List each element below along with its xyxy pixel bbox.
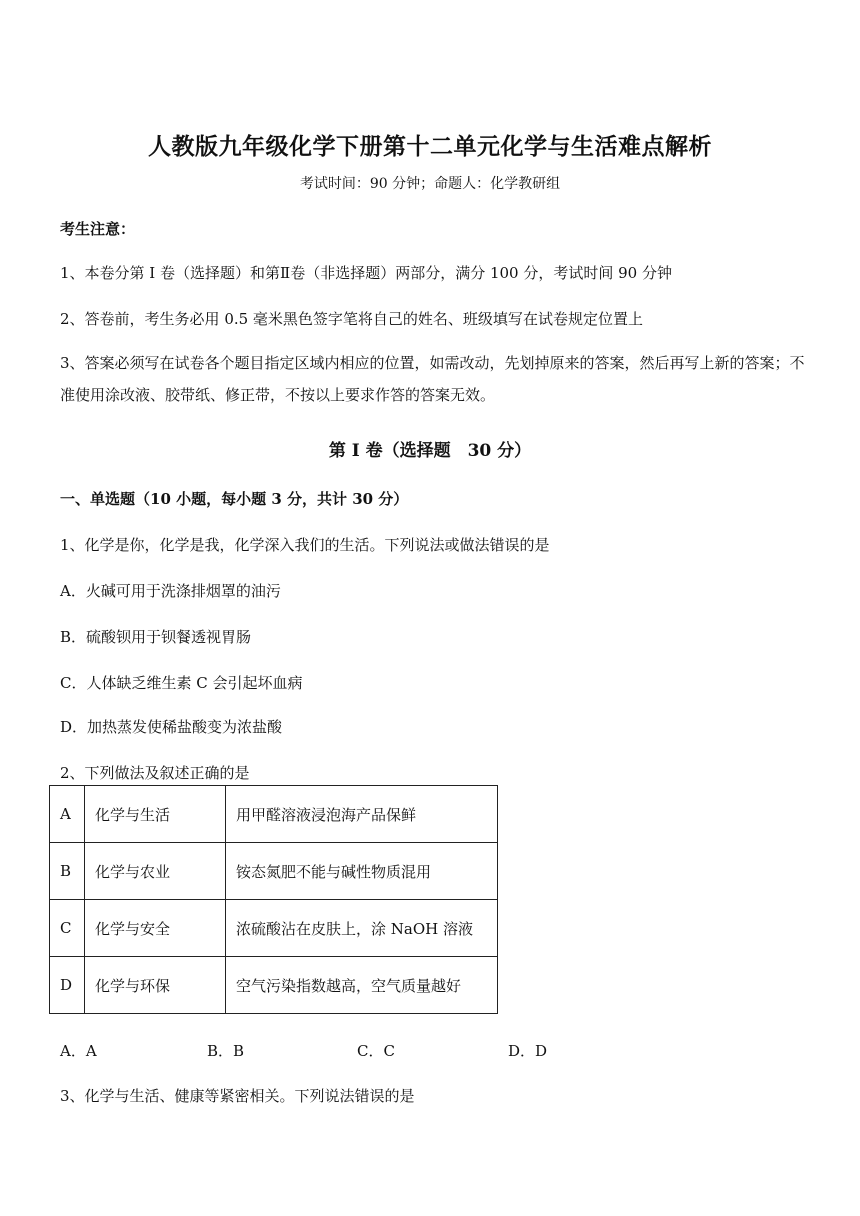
notice-item-3: 3、答案必须写在试卷各个题目指定区域内相应的位置，如需改动，先划掉原来的答案，然后再写上新的答案；不准使用涂改液、胶带纸、修正带，不按以上要求作答的答案无效。 — [60, 354, 805, 404]
table-cell: A — [50, 786, 85, 843]
table-row — [50, 900, 498, 957]
question-1-option-a: A．火碱可用于洗涤排烟罩的油污 — [60, 582, 281, 600]
table-row — [50, 957, 498, 1014]
table-cell: 用甲醛溶液浸泡海产品保鲜 — [226, 786, 498, 843]
question-2-table — [49, 785, 498, 1014]
table-cell: 化学与农业 — [85, 843, 226, 900]
question-2-answer-c: C．C — [357, 1042, 395, 1060]
exam-info: 考试时间：90 分钟；命题人：化学教研组 — [299, 176, 561, 192]
table-cell: D — [50, 957, 85, 1014]
question-1-option-c: C．人体缺乏维生素 C 会引起坏血病 — [60, 674, 303, 692]
table-cell: C — [50, 900, 85, 957]
table-cell: 化学与生活 — [85, 786, 226, 843]
part-heading: 一、单选题（10 小题，每小题 3 分，共计 30 分） — [60, 490, 409, 508]
question-2-answer-b: B．B — [207, 1042, 245, 1060]
notice-heading: 考生注意： — [60, 220, 136, 238]
section-title: 第 I 卷（选择题 30 分） — [328, 441, 532, 461]
notice-item-2: 2、答卷前，考生务必用 0.5 毫米黑色签字笔将自己的姓名、班级填写在试卷规定位置上 — [60, 310, 643, 328]
table-cell: 化学与安全 — [85, 900, 226, 957]
table-cell: 浓硫酸沾在皮肤上，涂 NaOH 溶液 — [226, 900, 498, 957]
table-row — [50, 843, 498, 900]
table-cell: B — [50, 843, 85, 900]
table-cell: 空气污染指数越高，空气质量越好 — [226, 957, 498, 1014]
question-2-answer-d: D．D — [508, 1042, 548, 1060]
table-cell: 铵态氮肥不能与碱性物质混用 — [226, 843, 498, 900]
document-title: 人教版九年级化学下册第十二单元化学与生活难点解析 — [148, 133, 712, 160]
question-2-answer-a: A．A — [60, 1042, 97, 1060]
question-1-stem: 1、化学是你，化学是我，化学深入我们的生活。下列说法或做法错误的是 — [60, 536, 550, 554]
table-cell: 化学与环保 — [85, 957, 226, 1014]
question-3-stem: 3、化学与生活、健康等紧密相关。下列说法错误的是 — [60, 1087, 415, 1105]
question-2-stem: 2、下列做法及叙述正确的是 — [60, 764, 250, 782]
notice-item-1: 1、本卷分第 I 卷（选择题）和第Ⅱ卷（非选择题）两部分，满分 100 分，考试时间 90 分钟 — [60, 264, 672, 282]
table-row — [50, 786, 498, 843]
question-1-option-d: D．加热蒸发使稀盐酸变为浓盐酸 — [60, 718, 283, 736]
question-1-option-b: B．硫酸钡用于钡餐透视胃肠 — [60, 628, 252, 646]
